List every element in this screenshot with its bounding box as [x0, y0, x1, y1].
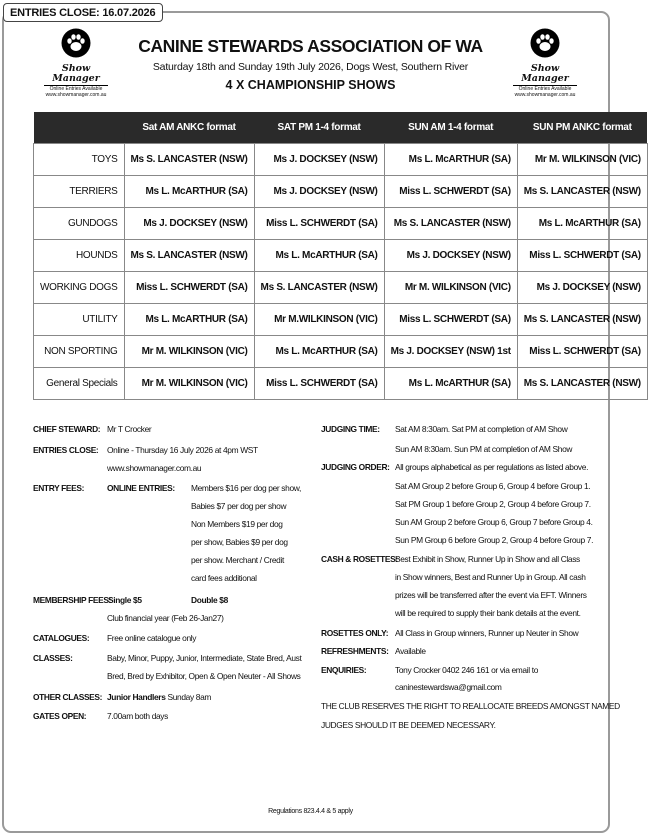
judge-cell: Miss L. SCHWERDT (SA): [384, 304, 517, 336]
chief-steward-label: CHIEF STEWARD:: [33, 424, 101, 434]
judging-order-label: JUDGING ORDER:: [321, 462, 390, 472]
judge-cell: Ms S. LANCASTER (NSW): [517, 304, 647, 336]
event-subtitle: Saturday 18th and Sunday 19th July 2026, Dogs West, Southern River: [152, 61, 469, 73]
judge-cell: Ms S. LANCASTER (NSW): [254, 272, 384, 304]
judge-cell: Mr M. WILKINSON (VIC): [384, 272, 517, 304]
judge-cell: Ms J. DOCKSEY (NSW): [384, 240, 517, 272]
table-row: [34, 368, 648, 400]
entry-fee-line: per show, Babies $9 per dog: [191, 537, 288, 547]
shows-heading: 4 X CHAMPIONSHIP SHOWS: [225, 78, 396, 92]
cash-rosettes-line: prizes will be transferred after the event via EFT. Winners: [395, 590, 587, 600]
judges-schedule-table: [33, 112, 648, 400]
table-row: [34, 272, 648, 304]
table-row: [34, 336, 648, 368]
catalogues-value: Free online catalogue only: [107, 633, 197, 643]
cash-rosettes-line: Best Exhibit in Show, Runner Up in Show and all Class: [395, 554, 580, 564]
judge-cell: Ms J. DOCKSEY (NSW) 1st: [384, 336, 517, 368]
group-name: TERRIERS: [34, 176, 125, 208]
membership-single: Single $5: [108, 595, 142, 605]
judge-cell: Ms S. LANCASTER (NSW): [517, 176, 647, 208]
notice-line: THE CLUB RESERVES THE RIGHT TO REALLOCATE BREEDS AMONGST NAMED: [321, 701, 620, 711]
gates-open-value: 7.00am both days: [107, 711, 168, 721]
junior-handlers: Junior Handlers: [107, 692, 166, 702]
judging-time-line: Sun AM 8:30am. Sun PM at completion of AM Show: [395, 444, 573, 454]
column-header: SUN PM ANKC format: [517, 112, 647, 144]
judging-order-line: Sun AM Group 2 before Group 6, Group 7 before Group 4.: [395, 517, 593, 527]
entry-fee-line: Non Members $19 per dog: [191, 519, 283, 529]
table-row: [34, 176, 648, 208]
judge-cell: Ms L. McARTHUR (SA): [384, 368, 517, 400]
notice-line: JUDGES SHOULD IT BE DEEMED NECESSARY.: [321, 720, 496, 730]
rosettes-only-value: All Class in Group winners, Runner up Neuter in Show: [395, 628, 579, 638]
table-row: [34, 144, 648, 176]
entry-fee-line: card fees additional: [191, 573, 257, 583]
enquiries-line: Tony Crocker 0402 246 161 or via email to: [395, 665, 538, 675]
judge-cell: Miss L. SCHWERDT (SA): [384, 176, 517, 208]
membership-note: Club financial year (Feb 26-Jan27): [107, 613, 224, 623]
judge-cell: Mr M. WILKINSON (VIC): [124, 336, 254, 368]
logo-brand: Show Manager: [52, 63, 100, 84]
table-row: [34, 208, 648, 240]
judge-cell: Mr M.WILKINSON (VIC): [254, 304, 384, 336]
column-header: SAT PM 1-4 format: [254, 112, 384, 144]
judge-cell: Mr M. WILKINSON (VIC): [124, 368, 254, 400]
judge-cell: Mr M. WILKINSON (VIC): [517, 144, 647, 176]
online-entries-label: ONLINE ENTRIES:: [107, 483, 175, 493]
judging-order-line: Sun PM Group 6 before Group 2, Group 4 before Group 7.: [395, 535, 594, 545]
judge-cell: Ms S. LANCASTER (NSW): [384, 208, 517, 240]
entries-close-value: Online - Thursday 16 July 2026 at 4pm WST: [107, 445, 258, 455]
judging-time-label: JUDGING TIME:: [321, 424, 380, 434]
cash-rosettes-label: CASH & ROSETTES:: [321, 554, 398, 564]
table-row: [34, 240, 648, 272]
logo-line1: Online Entries Available: [49, 86, 103, 92]
column-header: [34, 112, 125, 144]
judging-order-line: Sat AM Group 2 before Group 6, Group 4 before Group 1.: [395, 481, 591, 491]
logo-line2: www.showmanager.com.au: [514, 92, 576, 98]
other-classes-value: [107, 688, 211, 708]
enquiries-label: ENQUIRIES:: [321, 665, 367, 675]
classes-label: CLASSES:: [33, 653, 73, 663]
classes-line: Baby, Minor, Puppy, Junior, Intermediate, State Bred, Aust: [107, 653, 302, 663]
judge-cell: Miss L. SCHWERDT (SA): [517, 240, 647, 272]
group-name: General Specials: [34, 368, 125, 400]
judge-cell: Ms J. DOCKSEY (NSW): [517, 272, 647, 304]
other-classes-label: OTHER CLASSES:: [33, 692, 103, 702]
junior-handlers-time: Sunday 8am: [167, 692, 212, 702]
judge-cell: Ms S. LANCASTER (NSW): [124, 144, 254, 176]
group-name: NON SPORTING: [34, 336, 125, 368]
judge-cell: Ms L. McARTHUR (SA): [254, 336, 384, 368]
entry-fee-line: Members $16 per dog per show,: [191, 483, 301, 493]
group-name: TOYS: [34, 144, 125, 176]
rosettes-only-label: ROSETTES ONLY:: [321, 628, 389, 638]
judge-cell: Ms L. McARTHUR (SA): [124, 176, 254, 208]
membership-fees-label: MEMBERSHIP FEES:: [33, 595, 112, 605]
judge-cell: Miss L. SCHWERDT (SA): [517, 336, 647, 368]
website-link[interactable]: www.showmanager.com.au: [107, 463, 202, 473]
cash-rosettes-line: will be required to supply their bank details at the event.: [395, 608, 581, 618]
judge-cell: Ms L. McARTHUR (SA): [384, 144, 517, 176]
judging-order-line: All groups alphabetical as per regulations as listed above.: [395, 462, 589, 472]
judging-order-line: Sat PM Group 1 before Group 2, Group 4 before Group 7.: [395, 499, 591, 509]
logo-brand: Show Manager: [521, 63, 569, 84]
refreshments-value: Available: [395, 646, 426, 656]
logo-line1: Online Entries Available: [518, 86, 572, 92]
gates-open-label: GATES OPEN:: [33, 711, 87, 721]
refreshments-label: REFRESHMENTS:: [321, 646, 389, 656]
column-header: Sat AM ANKC format: [124, 112, 254, 144]
membership-double: Double $8: [191, 595, 228, 605]
judge-cell: Miss L. SCHWERDT (SA): [124, 272, 254, 304]
group-name: WORKING DOGS: [34, 272, 125, 304]
group-name: UTILITY: [34, 304, 125, 336]
cash-rosettes-line: in Show winners, Best and Runner Up in Group. All cash: [395, 572, 586, 582]
judging-time-line: Sat AM 8:30am. Sat PM at completion of AM Show: [395, 424, 568, 434]
logo-line2: www.showmanager.com.au: [45, 92, 107, 98]
page-title: CANINE STEWARDS ASSOCIATION OF WA: [138, 36, 483, 56]
regulations-footer: Regulations 823.4.4 & 5 apply: [268, 808, 353, 815]
entries-close-label: ENTRIES CLOSE:: [33, 445, 99, 455]
table-row: [34, 304, 648, 336]
table-header-row: [34, 112, 648, 144]
entry-fee-line: Babies $7 per dog per show: [191, 501, 287, 511]
entries-close-tag: ENTRIES CLOSE: 16.07.2026: [3, 3, 163, 22]
judge-cell: Ms J. DOCKSEY (NSW): [124, 208, 254, 240]
enquiries-email[interactable]: caninestewardswa@gmail.com: [395, 682, 502, 692]
judge-cell: Ms L. McARTHUR (SA): [124, 304, 254, 336]
judge-cell: Miss L. SCHWERDT (SA): [254, 368, 384, 400]
column-header: SUN AM 1-4 format: [384, 112, 517, 144]
judge-cell: Ms L. McARTHUR (SA): [517, 208, 647, 240]
chief-steward-value: Mr T Crocker: [107, 424, 152, 434]
group-name: HOUNDS: [34, 240, 125, 272]
entry-fee-line: per show. Merchant / Credit: [191, 555, 284, 565]
judge-cell: Ms S. LANCASTER (NSW): [517, 368, 647, 400]
judge-cell: Miss L. SCHWERDT (SA): [254, 208, 384, 240]
judge-cell: Ms S. LANCASTER (NSW): [124, 240, 254, 272]
catalogues-label: CATALOGUES:: [33, 633, 90, 643]
judge-cell: Ms J. DOCKSEY (NSW): [254, 176, 384, 208]
judge-cell: Ms J. DOCKSEY (NSW): [254, 144, 384, 176]
group-name: GUNDOGS: [34, 208, 125, 240]
classes-line: Bred, Bred by Exhibitor, Open & Open Neuter - All Shows: [107, 671, 301, 681]
judge-cell: Ms L. McARTHUR (SA): [254, 240, 384, 272]
entry-fees-label: ENTRY FEES:: [33, 483, 85, 493]
